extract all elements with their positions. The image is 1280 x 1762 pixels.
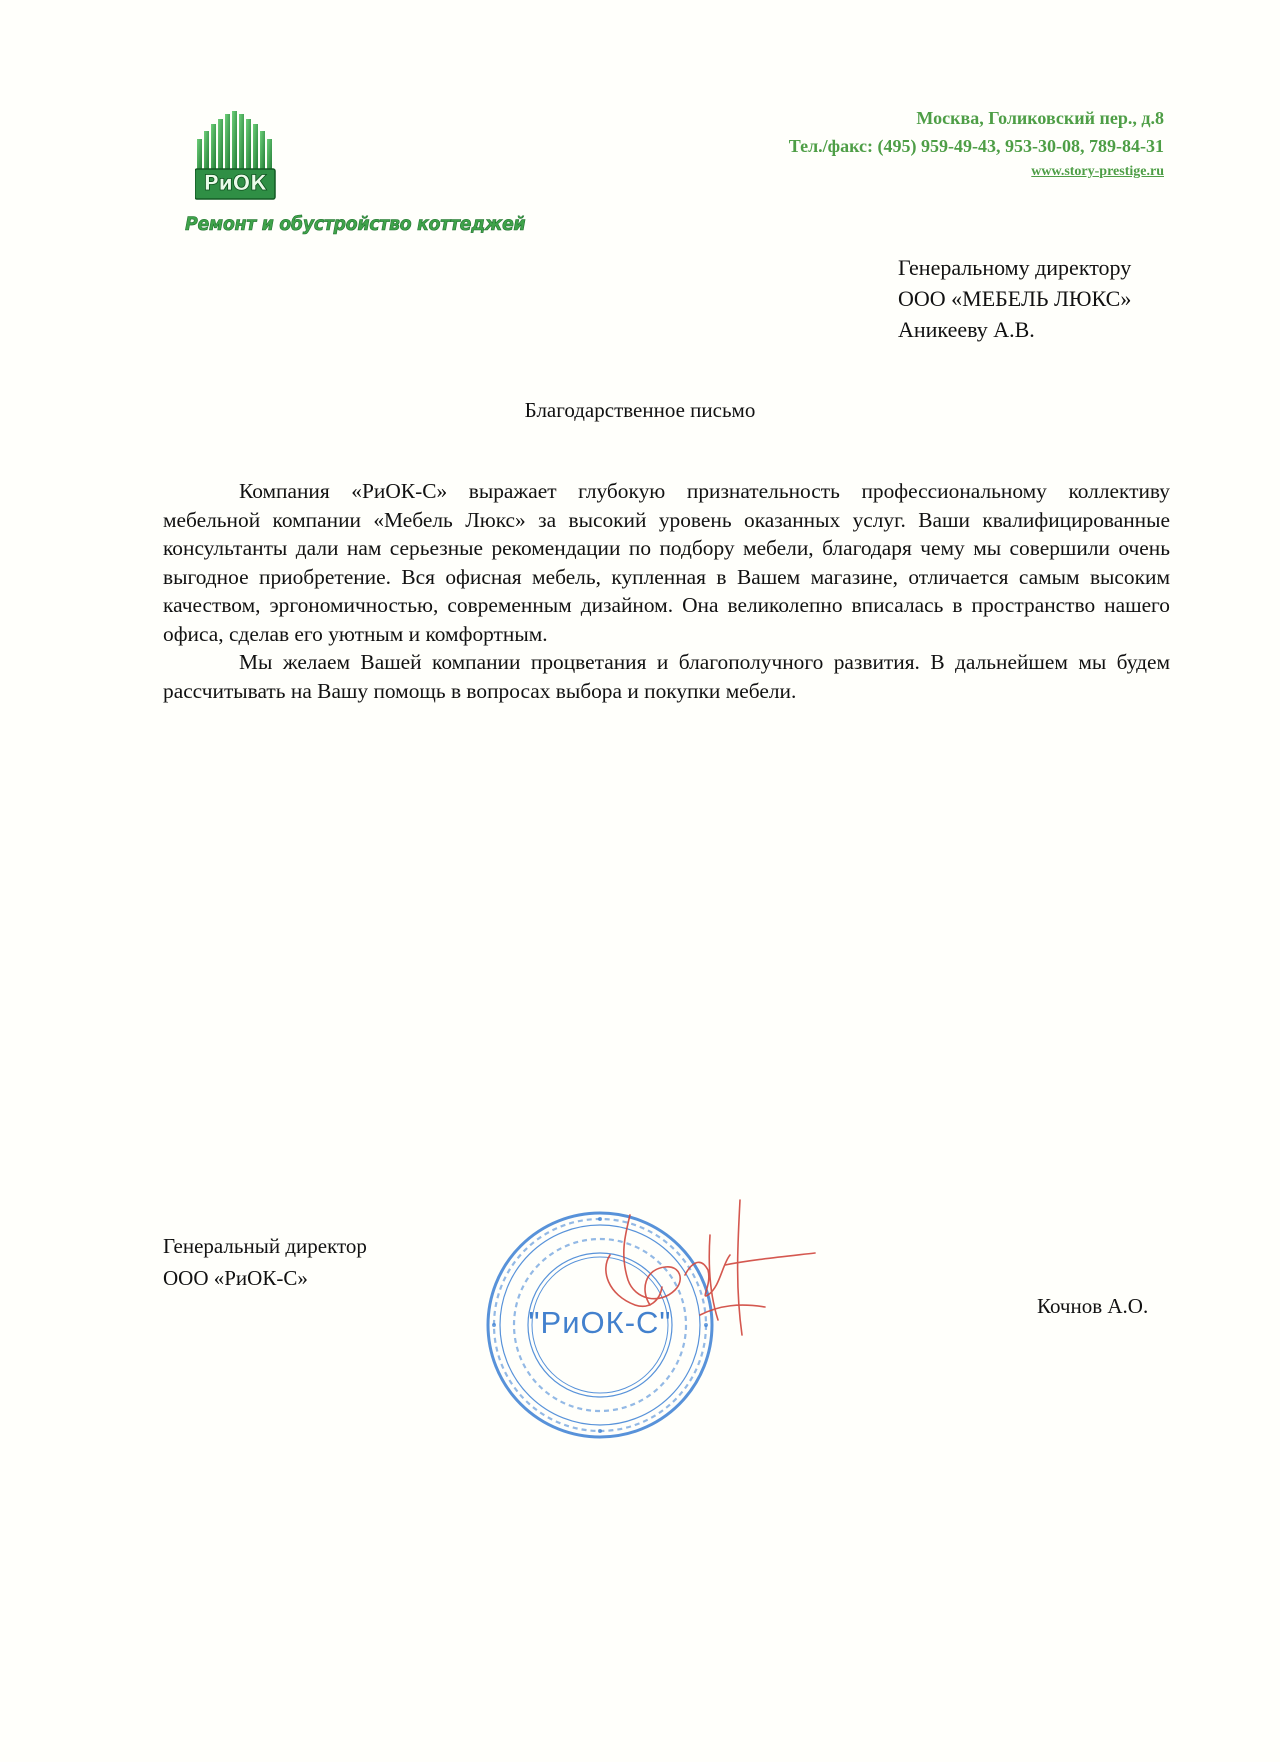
logo-house-icon bbox=[195, 111, 277, 206]
signatory-name: Кочнов А.О. bbox=[1037, 1294, 1149, 1318]
addressee-position: Генеральному директору bbox=[898, 255, 1132, 280]
company-phones: Тел./факс: (495) 959-49-43, 953-30-08, 789-84-31 bbox=[788, 136, 1164, 156]
company-contacts bbox=[789, 104, 1164, 184]
signatory-company: ООО «РиОК-С» bbox=[163, 1266, 308, 1290]
company-address: Москва, Голиковский пер., д.8 bbox=[916, 108, 1164, 128]
signatory-block bbox=[163, 1230, 367, 1294]
company-website-link[interactable]: www.story-prestige.ru bbox=[1031, 164, 1164, 179]
letter-body bbox=[163, 477, 1170, 705]
letter-paragraph-2: Мы желаем Вашей компании процветания и благополучного развития. В дальнейшем мы будем рассчитывать на Вашу помощь в вопросах выбора и покупки мебели. bbox=[163, 650, 1170, 703]
signatory-position: Генеральный директор bbox=[163, 1234, 367, 1258]
addressee-company: ООО «МЕБЕЛЬ ЛЮКС» bbox=[898, 286, 1132, 311]
letter-title: Благодарственное письмо bbox=[524, 398, 756, 422]
logo-brand-text: РиОК bbox=[203, 171, 267, 195]
company-logo bbox=[185, 105, 526, 245]
handwritten-signature-icon bbox=[590, 1195, 820, 1365]
logo-tagline: Ремонт и обустройство коттеджей bbox=[185, 213, 526, 235]
addressee-name: Аникееву А.В. bbox=[898, 317, 1035, 342]
stamp-company-name: "РиОК-С" bbox=[528, 1305, 672, 1340]
letter-paragraph-1: Компания «РиОК-С» выражает глубокую признательность профессиональному коллективу мебельной компании «Мебель Люкс» за высокий уровень оказанных услуг. Ваши квалифицированные консультанты дали нам серьезные рекомендации по подбору мебели, благодаря чему мы совершили очень выгодное приобретение. Вся офисная мебель, купленная в Вашем магазине, отличается самым высоким качеством, эргономичностью, современным дизайном. Она великолепно вписалась в пространство нашего офиса, сделав его уютным и комфортным. bbox=[163, 479, 1170, 646]
addressee-block bbox=[898, 252, 1131, 345]
